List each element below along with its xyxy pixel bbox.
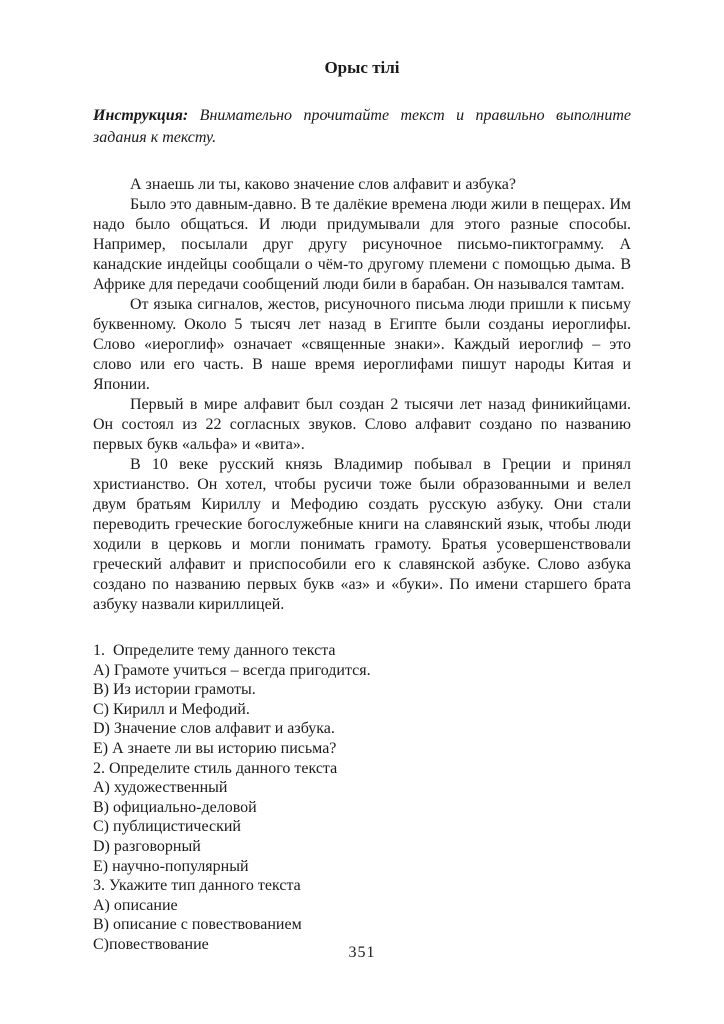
- questions-section: [93, 641, 631, 955]
- paragraph-cyrillic: В 10 веке русский князь Владимир побывал в Греции и принял христианство. Он хотел, чтобы русичи тоже были образованными и велел двум братьям Кириллу и Мефодию создать русскую азбуку. Они стали переводить греческие богослужебные книги на славянский язык, чтобы люди ходили в церковь и могли понимать грамоту. Братья усовершенствовали греческий алфавит и приспособили его к славянской азбуке. Слово азбука создано по названию первых букв «аз» и «буки». По имени старшего брата азбуку назвали кириллицей.: [93, 456, 631, 613]
- paragraph-pictogram: Было это давным-давно. В те далёкие времена люди жили в пещерах. Им надо было общаться. И люди придумывали для этого разные способы. Например, посылали друг другу рисуночное письмо-пиктограмму. А канадские индейцы сообщали о чём-то другому племени с помощью дыма. В Африке для передачи сообщений люди били в барабан. Он назывался тамтам.: [93, 196, 631, 293]
- question-option: В) Из истории грамоты.: [93, 681, 256, 699]
- question-option: А) Грамоте учиться – всегда пригодится.: [93, 661, 371, 679]
- question-prompt: 2. Определите стиль данного текста: [93, 759, 338, 777]
- question-option: Е) научно-популярный: [93, 857, 249, 875]
- question-option: D) разговорный: [93, 837, 201, 855]
- paragraph-intro: А знаешь ли ты, каково значение слов алфавит и азбука?: [130, 176, 516, 193]
- question-1: [93, 641, 631, 759]
- question-option: А) художественный: [93, 779, 228, 797]
- question-option: С) публицистический: [93, 818, 241, 836]
- question-3: [93, 876, 631, 954]
- question-option: А) описание: [93, 896, 178, 914]
- paragraph-phoenicians: Первый в мире алфавит был создан 2 тысячи лет назад финикийцами. Он состоял из 22 согласных звуков. Слово алфавит создано по названию первых букв «альфа» и «вита».: [93, 396, 631, 453]
- question-option: D) Значение слов алфавит и азбука.: [93, 720, 335, 738]
- question-option: В) описание с повествованием: [93, 916, 302, 934]
- page-title: Орыс тілі: [324, 58, 400, 77]
- question-option: С) Кирилл и Мефодий.: [93, 700, 250, 718]
- instruction-text: Внимательно прочитайте текст и правильно выполните задания к тексту.: [93, 107, 632, 146]
- page-number: 351: [348, 944, 376, 961]
- question-option: В) официально-деловой: [93, 798, 257, 816]
- instruction-label: Инструкция:: [93, 107, 189, 124]
- instruction: [93, 105, 631, 149]
- paragraph-hieroglyphs: От языка сигналов, жестов, рисуночного письма люди пришли к письму буквенному. Около 5 тысяч лет назад в Египте были созданы иероглифы. Слово «иероглиф» означает «священные знаки». Каждый иероглиф – это слово или его часть. В наше время иероглифами пишут народы Китая и Японии.: [93, 296, 631, 393]
- question-prompt: 1. Определите тему данного текста: [93, 642, 336, 659]
- question-2: [93, 759, 631, 877]
- question-option: Е) А знаете ли вы историю письма?: [93, 739, 337, 757]
- reading-text: [93, 175, 631, 615]
- question-prompt: 3. Укажите тип данного текста: [93, 877, 301, 895]
- question-option: С)повествование: [93, 935, 209, 953]
